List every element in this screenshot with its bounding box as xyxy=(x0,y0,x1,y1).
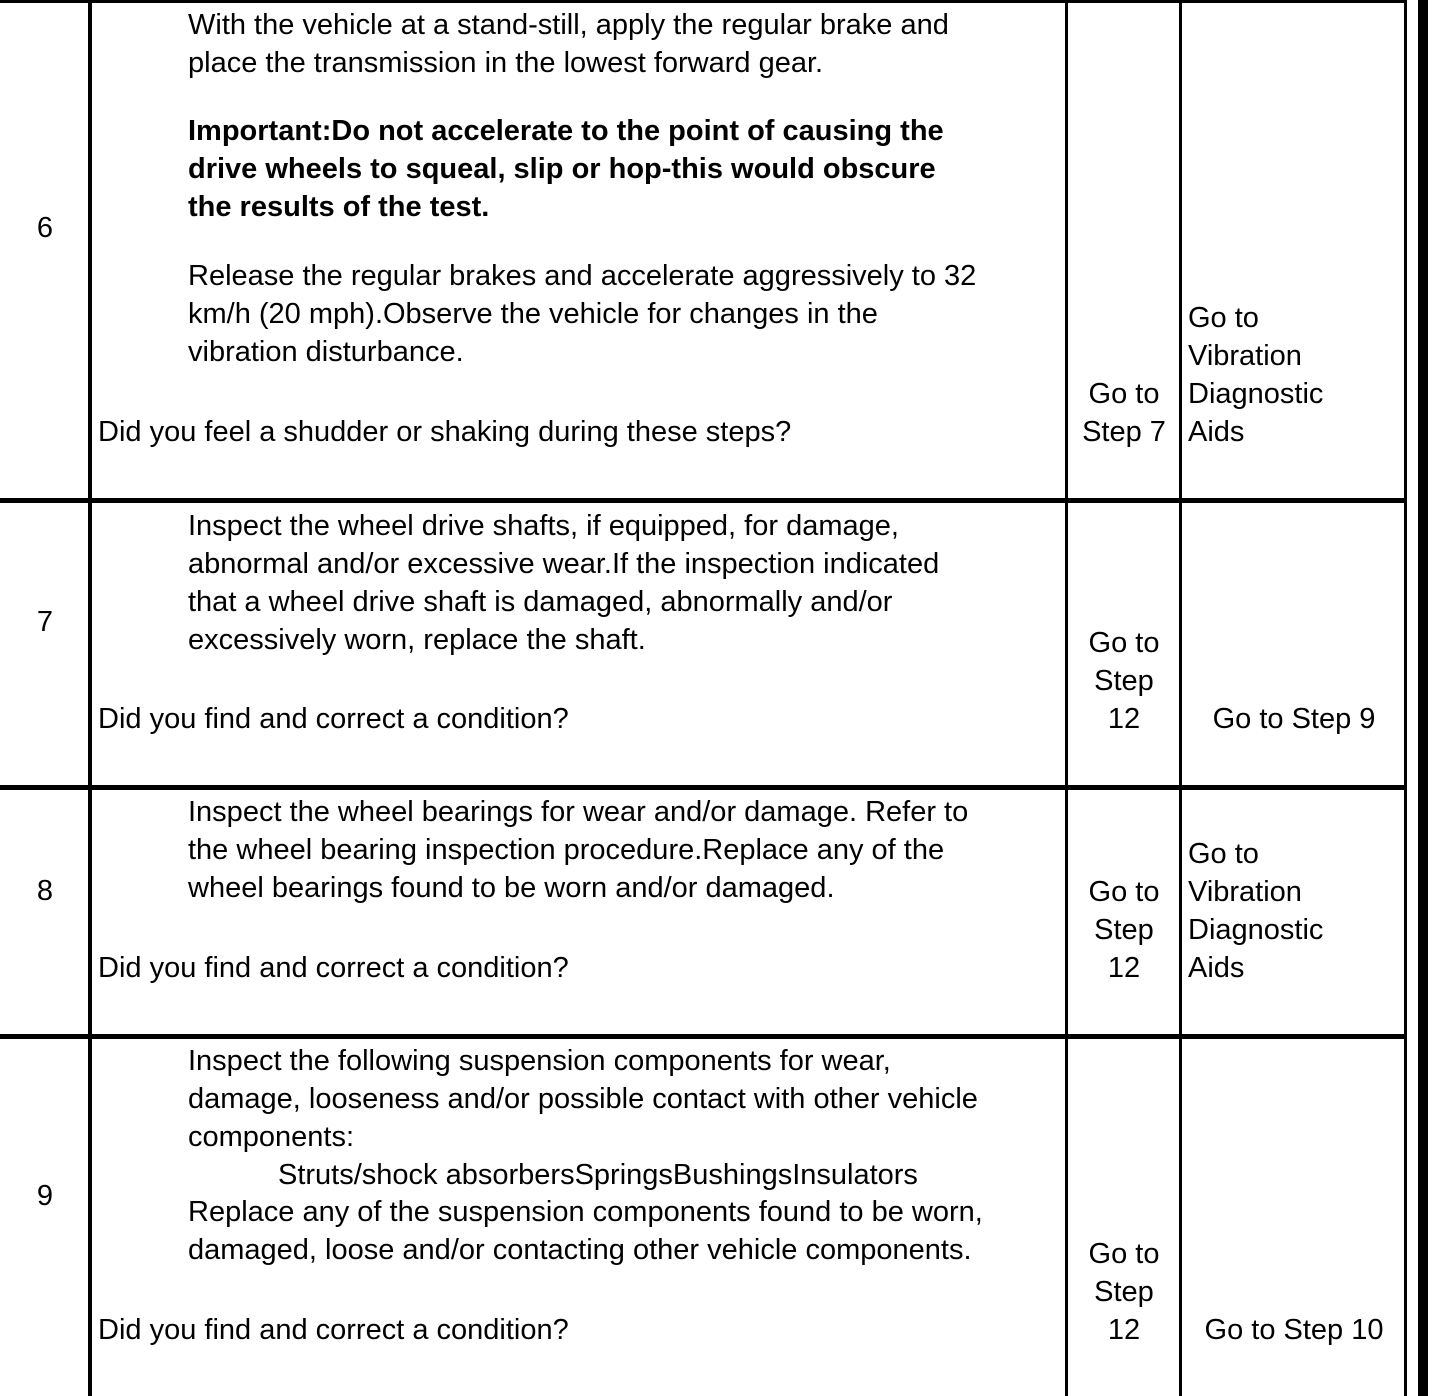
instruction-paragraph: Inspect the following suspension components for wear, damage, looseness and/or possible contact with other vehicle components: xyxy=(188,1045,978,1153)
step-number: 9 xyxy=(36,1180,54,1212)
yes-action: Go to Step 12 xyxy=(1088,627,1160,735)
step-number: 6 xyxy=(36,212,54,244)
instruction-paragraph: Inspect the wheel drive shafts, if equipped, for damage, abnormal and/or excessive wear.If the inspection indicated that a wheel drive shaft is damaged, abnormally and/or excessively worn, replace the shaft. xyxy=(188,510,940,656)
row-divider xyxy=(0,498,1407,503)
instruction-paragraph: Release the regular brakes and accelerate aggressively to 32 km/h (20 mph).Observe the vehicle for changes in the vibration disturbance. xyxy=(188,260,977,368)
table-divider-no xyxy=(1404,0,1407,1396)
component-list: Struts/shock absorbersSpringsBushingsInsulators xyxy=(278,1159,918,1191)
step-question: Did you find and correct a condition? xyxy=(98,1314,569,1346)
instruction-paragraph: Inspect the wheel bearings for wear and/or damage. Refer to the wheel bearing inspection procedure.Replace any of the wheel bearings found to be worn and/or damaged. xyxy=(188,796,969,904)
yes-action: Go to Step 7 xyxy=(1082,378,1166,448)
step-number: 8 xyxy=(36,875,54,907)
row-divider xyxy=(0,1034,1407,1039)
instruction-paragraph: Replace any of the suspension components found to be worn, damaged, loose and/or contacting other vehicle components. xyxy=(188,1196,983,1266)
step-number: 7 xyxy=(36,606,54,638)
no-action: Go to Vibration Diagnostic Aids xyxy=(1188,838,1324,984)
no-action: Go to Vibration Diagnostic Aids xyxy=(1188,302,1324,448)
table-border-top xyxy=(0,0,1407,3)
table-border-right xyxy=(1418,0,1428,1396)
no-action: Go to Step 9 xyxy=(1212,703,1376,735)
step-question: Did you feel a shudder or shaking during these steps? xyxy=(98,416,792,448)
instruction-paragraph: With the vehicle at a stand-still, apply the regular brake and place the transmission in the lowest forward gear. xyxy=(188,9,949,79)
step-question: Did you find and correct a condition? xyxy=(98,952,569,984)
yes-action: Go to Step 12 xyxy=(1088,1238,1160,1346)
no-action: Go to Step 10 xyxy=(1204,1314,1384,1346)
step-question: Did you find and correct a condition? xyxy=(98,703,569,735)
row-divider xyxy=(0,785,1407,790)
important-note: Important:Do not accelerate to the point of causing the drive wheels to squeal, slip or hop-this would obscure the results of the test. xyxy=(188,115,944,223)
yes-action: Go to Step 12 xyxy=(1088,876,1160,984)
